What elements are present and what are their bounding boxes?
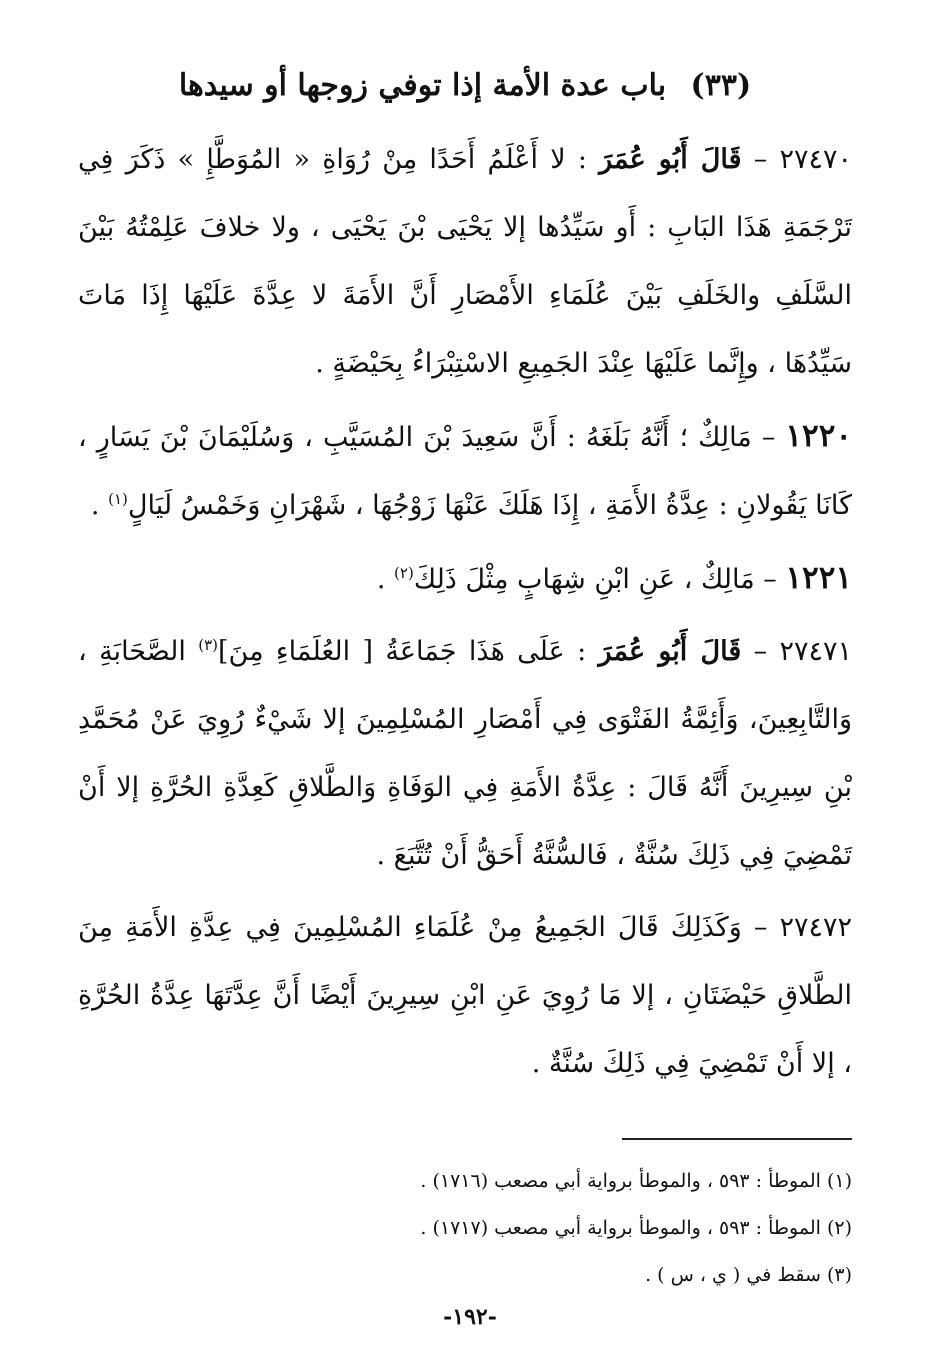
body-text: [78, 126, 852, 1098]
footnote-marker: (١): [108, 490, 128, 508]
page-number: -١٩٢-: [443, 1304, 497, 1330]
footnote: (٣) سقط في ( ي ، س ) .: [645, 1264, 852, 1286]
text-segment: ٢٧٤٧٢ – وَكَذَلِكَ قَالَ الجَمِيعُ مِنْ عُلَمَاءِ المُسْلِمِينَ فِي عِدَّةِ الأَمَةِ مِنَ الطَّلاقِ حَيْضَتَانِ ، إلا مَا رُوِيَ عَنِ ابْنِ سِيرِينَ أَيْضًا أَنَّ عِدَّتَهَا عِدَّةُ الحُرَّةِ ، إلا أَنْ تَمْضِيَ فِي ذَلِكَ سُنَّةٌ .: [78, 912, 852, 1079]
paragraph: [78, 126, 852, 398]
chapter-title: باب عدة الأمة إذا توفي زوجها أو سيدها: [178, 68, 667, 103]
speaker-label: قَالَ أَبُو عُمَرَ: [599, 144, 742, 175]
paragraph: [78, 402, 852, 540]
text-segment: : لا أَعْلَمُ أَحَدًا مِنْ رُوَاةِ « المُوَطَّإِ » ذَكَرَ فِي تَرْجَمَةِ هَذَا البَابِ : أَو سَيِّدُها إلا يَحْيَى بْنَ يَحْيَى ، ولا خلافَ عَلِمْتُهُ بَيْنَ السَّلَفِ والخَلَفِ بَيْنَ عُلَمَاءِ الأَمْصَارِ أَنَّ الأَمَةَ لا عِدَّةَ عَلَيْهَا إِذَا مَاتَ سَيِّدُهَا ، وإِنَّما عَلَيْهَا عِنْدَ الجَمِيعِ الاسْتِبْرَاءُ بِحَيْضَةٍ .: [78, 144, 852, 379]
text-segment: .: [90, 490, 109, 521]
paragraph: [78, 618, 852, 890]
text-segment: ٢٧٤٧١ –: [741, 636, 852, 667]
paragraph: [78, 544, 852, 614]
text-segment: ٢٧٤٧٠ –: [741, 144, 852, 175]
hadith-number: ١٢٢١: [785, 560, 852, 596]
footnotes: [78, 1158, 852, 1299]
chapter-heading: [78, 60, 852, 112]
hadith-number: ١٢٢٠: [785, 418, 852, 454]
text-segment: – مَالِكٌ ؛ أَنَّهُ بَلَغَهُ : أَنَّ سَعِيدَ بْنَ المُسَيَّبِ ، وَسُلَيْمَانَ بْنَ يَسَارٍ ، كَانَا يَقُولانِ : عِدَّةُ الأَمَةِ ، إِذَا هَلَكَ عَنْهَا زَوْجُهَا ، شَهْرَانِ وَخَمْسُ لَيَالٍ: [78, 422, 852, 521]
footnote-marker: (٢): [394, 564, 414, 582]
footnote: (١) الموطأ : ٥٩٣ ، والموطأ برواية أبي مصعب (١٧١٦) .: [420, 1170, 852, 1192]
text-segment: – مَالِكٌ ، عَنِ ابْنِ شِهَابٍ مِثْلَ ذَلِكَ: [413, 564, 786, 595]
text-segment: الصَّحَابَةِ ، وَالتَّابِعِينَ، وَأَئِمَّةُ الفَتْوَى فِي أَمْصَارِ المُسْلِمِينَ إلا شَيْءٌ رُوِيَ عَنْ مُحَمَّدِ بْنِ سِيرِينَ أَنَّهُ قَالَ : عِدَّةُ الأَمَةِ فِي الوَفَاةِ وَالطَّلاقِ كَعِدَّةِ الحُرَّةِ إلا أَنْ تَمْضِيَ فِي ذَلِكَ سُنَّةٌ ، فَالسُّنَّةُ أَحَقُّ أَنْ تُتَّبَعَ .: [78, 636, 852, 871]
speaker-label: قَالَ أَبُو عُمَرَ: [598, 636, 742, 667]
paragraph: [78, 894, 852, 1098]
footnote-separator: [622, 1138, 852, 1140]
footnote-marker: (٣): [198, 636, 219, 654]
footnote: (٢) الموطأ : ٥٩٣ ، والموطأ برواية أبي مصعب (١٧١٧) .: [420, 1217, 852, 1239]
text-segment: : عَلَى هَذَا جَمَاعَةُ [ العُلَمَاءِ مِنَ]: [218, 636, 599, 667]
text-segment: .: [376, 564, 395, 595]
chapter-number: (٣٣): [690, 68, 752, 103]
